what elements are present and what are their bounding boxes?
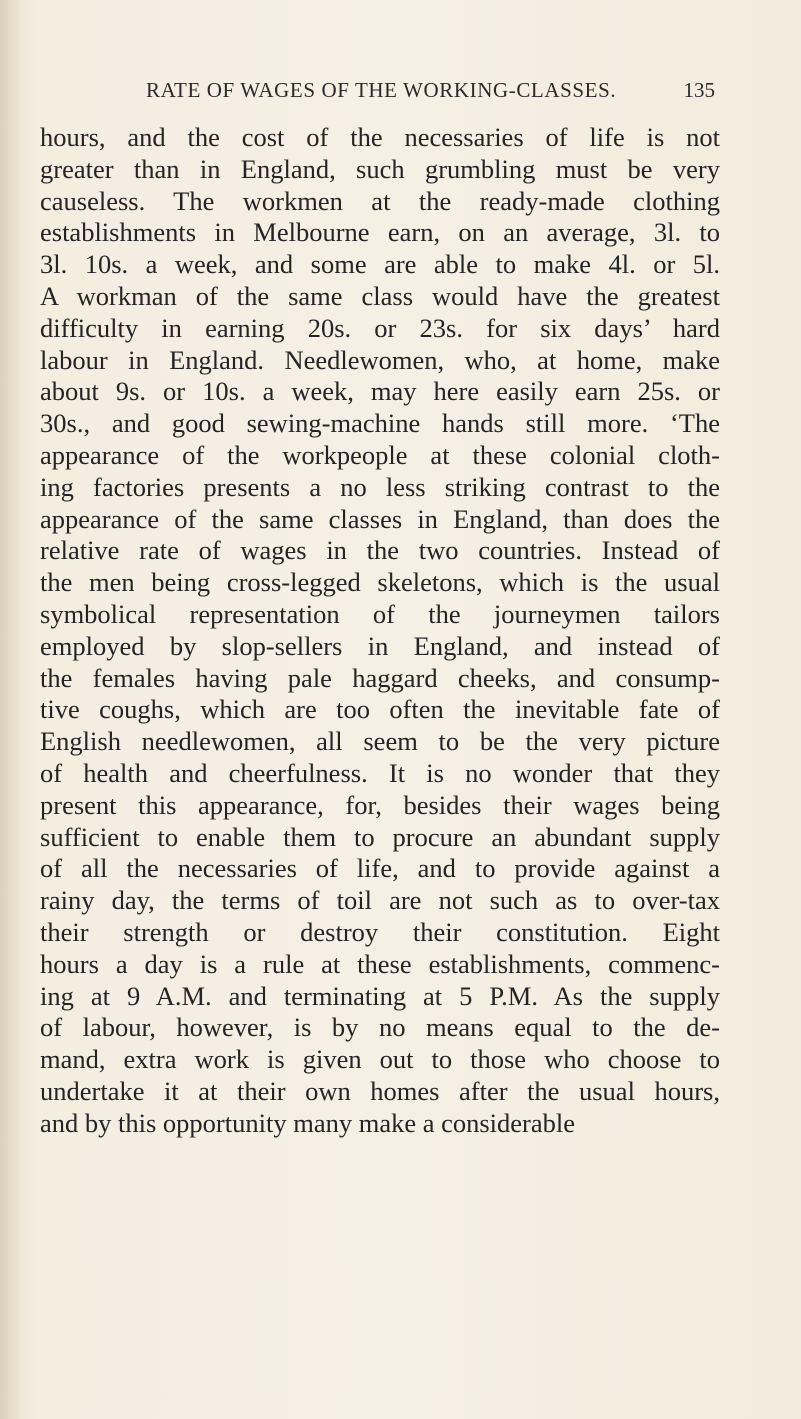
running-title: RATE OF WAGES OF THE WORKING-CLASSES. — [146, 78, 617, 102]
text-line: labour in England. Needlewomen, who, at home, make — [40, 344, 720, 375]
text-line: and by this opportunity many make a considerable — [40, 1107, 576, 1138]
text-line: employed by slop-sellers in England, and instead of — [40, 630, 720, 661]
text-line: their strength or destroy their constitution. Eight — [40, 916, 720, 947]
text-line: 30s., and good sewing-machine hands still more. ‘The — [40, 408, 720, 439]
text-line: appearance of the workpeople at these colonial cloth- — [40, 439, 720, 470]
text-line: causeless. The workmen at the ready-made clothing — [40, 185, 720, 216]
text-line: relative rate of wages in the two countries. Instead of — [40, 535, 720, 566]
page-gutter — [0, 0, 22, 1419]
text-line: present this appearance, for, besides their wages being — [40, 789, 720, 820]
body-text — [40, 122, 720, 1140]
running-head — [0, 78, 801, 108]
text-line: difficulty in earning 20s. or 23s. for six days’ hard — [40, 312, 720, 343]
text-line: hours, and the cost of the necessaries of life is not — [40, 122, 720, 152]
text-line: of all the necessaries of life, and to provide against a — [40, 853, 720, 884]
text-line: sufficient to enable them to procure an abundant supply — [40, 821, 720, 852]
text-line: mand, extra work is given out to those who choose to — [40, 1044, 720, 1075]
text-line: of health and cheerfulness. It is no wonder that they — [40, 757, 720, 788]
text-line: symbolical representation of the journeymen tailors — [40, 598, 720, 629]
text-line: appearance of the same classes in England, than does the — [40, 503, 720, 534]
text-line: hours a day is a rule at these establishments, commenc- — [40, 948, 720, 979]
text-line: the men being cross-legged skeletons, which is the usual — [40, 567, 720, 598]
text-line: the females having pale haggard cheeks, and consump- — [40, 662, 720, 693]
text-line: of labour, however, is by no means equal to the de- — [40, 1012, 720, 1043]
text-line: undertake it at their own homes after the usual hours, — [40, 1075, 720, 1106]
text-line: A workman of the same class would have the greatest — [40, 280, 720, 311]
text-line: tive coughs, which are too often the inevitable fate of — [40, 694, 720, 725]
text-line: rainy day, the terms of toil are not such as to over-tax — [40, 885, 720, 916]
text-line: ing at 9 A.M. and terminating at 5 P.M. As the supply — [40, 980, 720, 1011]
text-line: establishments in Melbourne earn, on an average, 3l. to — [40, 217, 720, 248]
text-line: English needlewomen, all seem to be the very picture — [40, 726, 720, 757]
page-number: 135 — [683, 78, 715, 102]
text-line: about 9s. or 10s. a week, may here easily earn 25s. or — [40, 376, 720, 407]
text-line: 3l. 10s. a week, and some are able to make 4l. or 5l. — [40, 249, 720, 280]
text-line: greater than in England, such grumbling must be very — [40, 153, 720, 184]
text-line: ing factories presents a no less striking contrast to the — [40, 471, 720, 502]
